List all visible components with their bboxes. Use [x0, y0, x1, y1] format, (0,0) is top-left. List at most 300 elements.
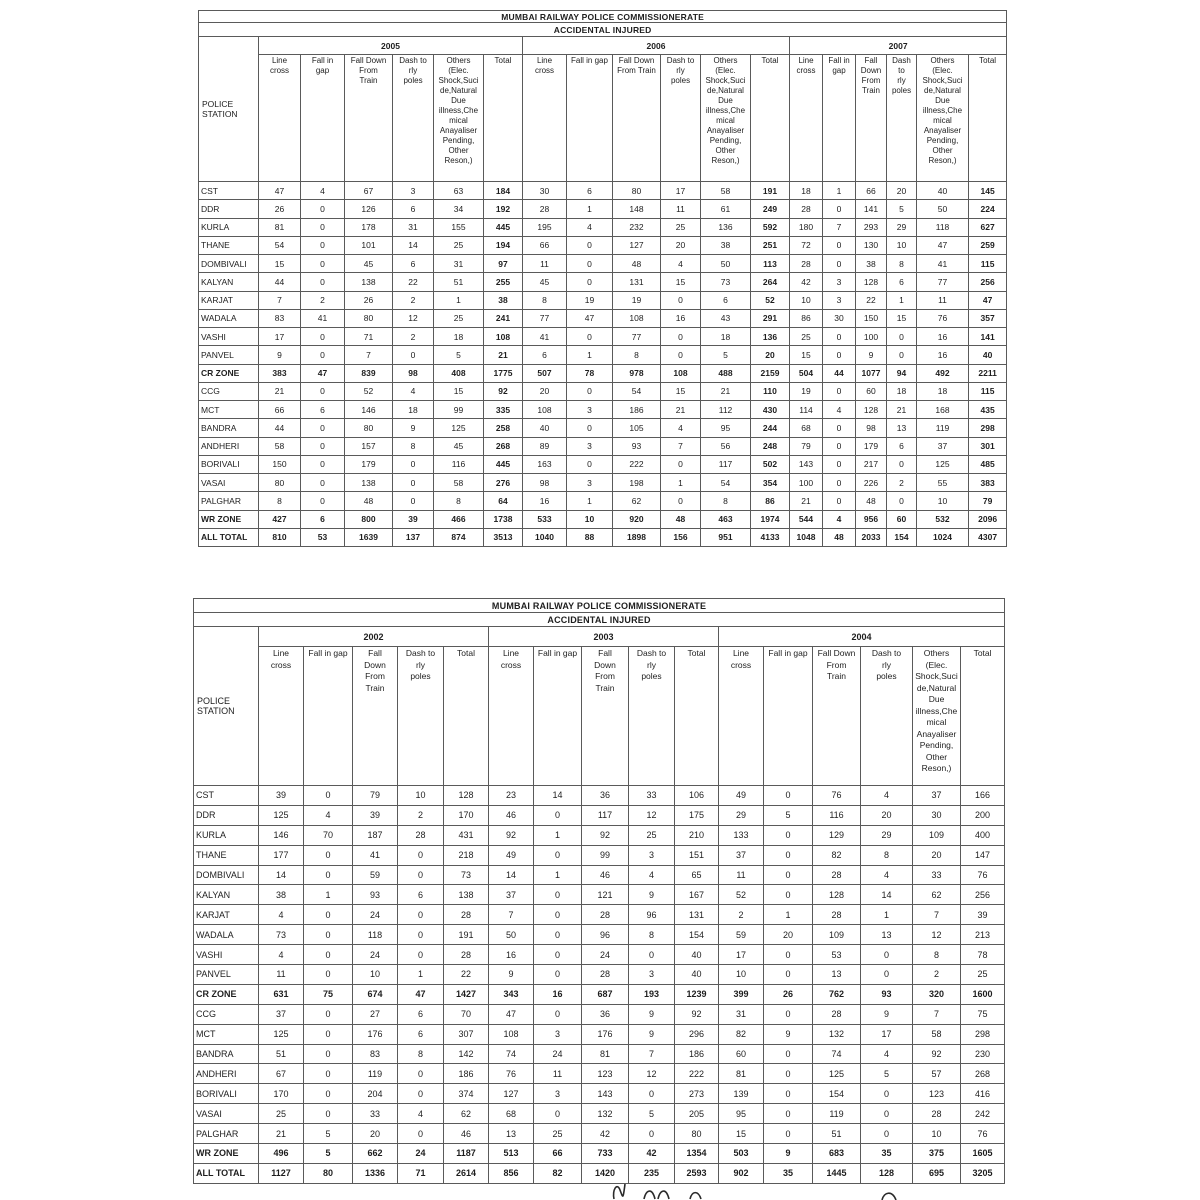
value-cell: 25 [790, 328, 823, 346]
value-cell: 28 [813, 1004, 861, 1024]
value-cell: 0 [304, 1064, 353, 1084]
value-cell: 1420 [582, 1163, 629, 1183]
value-cell: 186 [613, 401, 661, 419]
value-cell: 0 [764, 945, 813, 965]
value-cell: 1040 [523, 528, 567, 546]
value-cell: 41 [523, 328, 567, 346]
value-cell: 51 [259, 1044, 304, 1064]
police-station-cell: VASAI [194, 1104, 259, 1124]
value-cell: 683 [813, 1144, 861, 1164]
value-cell: 146 [259, 825, 304, 845]
value-cell: 67 [259, 1064, 304, 1084]
value-cell: 4 [398, 1104, 444, 1124]
value-cell: 106 [675, 786, 719, 806]
value-cell: 0 [301, 200, 345, 218]
value-cell: 3 [567, 474, 613, 492]
value-cell: 213 [961, 925, 1005, 945]
table-row [199, 510, 1007, 528]
value-cell: 72 [790, 236, 823, 254]
value-cell: 92 [484, 382, 523, 400]
value-cell: 68 [489, 1104, 534, 1124]
value-cell: 96 [629, 905, 675, 925]
value-cell: 11 [661, 200, 701, 218]
value-cell: 51 [813, 1124, 861, 1144]
value-cell: 13 [489, 1124, 534, 1144]
table-row [199, 382, 1007, 400]
value-cell: 485 [969, 455, 1007, 473]
value-cell: 4 [861, 786, 913, 806]
value-cell: 30 [913, 805, 961, 825]
value-cell: 408 [434, 364, 484, 382]
value-cell: 235 [629, 1163, 675, 1183]
value-cell: 39 [353, 805, 398, 825]
value-cell: 131 [675, 905, 719, 925]
column-header: Fall Down From Train [582, 647, 629, 786]
value-cell: 24 [398, 1144, 444, 1164]
value-cell: 151 [675, 845, 719, 865]
value-cell: 50 [917, 200, 969, 218]
column-header: Line cross [489, 647, 534, 786]
table-row [194, 905, 1005, 925]
value-cell: 1 [661, 474, 701, 492]
value-cell: 2096 [969, 510, 1007, 528]
police-station-cell: ANDHERI [194, 1064, 259, 1084]
value-cell: 16 [917, 346, 969, 364]
value-cell: 920 [613, 510, 661, 528]
value-cell: 76 [813, 786, 861, 806]
value-cell: 108 [613, 309, 661, 327]
value-cell: 0 [301, 328, 345, 346]
police-station-cell: VASHI [199, 328, 259, 346]
value-cell: 0 [661, 291, 701, 309]
year-header-row [199, 37, 1007, 55]
value-cell: 435 [969, 401, 1007, 419]
value-cell: 301 [969, 437, 1007, 455]
value-cell: 0 [567, 419, 613, 437]
table-row [199, 218, 1007, 236]
value-cell: 126 [345, 200, 393, 218]
value-cell: 0 [861, 1084, 913, 1104]
value-cell: 25 [629, 825, 675, 845]
value-cell: 115 [969, 382, 1007, 400]
table-row [194, 865, 1005, 885]
value-cell: 16 [523, 492, 567, 510]
value-cell: 1336 [353, 1163, 398, 1183]
value-cell: 17 [861, 1024, 913, 1044]
value-cell: 3 [534, 1024, 582, 1044]
value-cell: 81 [719, 1064, 764, 1084]
pen-stroke [690, 1193, 701, 1199]
value-cell: 175 [675, 805, 719, 825]
value-cell: 78 [961, 945, 1005, 965]
value-cell: 100 [856, 328, 887, 346]
value-cell: 58 [701, 182, 751, 200]
value-cell: 8 [629, 925, 675, 945]
value-cell: 20 [887, 182, 917, 200]
value-cell: 507 [523, 364, 567, 382]
value-cell: 1605 [961, 1144, 1005, 1164]
value-cell: 93 [613, 437, 661, 455]
value-cell: 9 [629, 885, 675, 905]
value-cell: 45 [434, 437, 484, 455]
value-cell: 3 [823, 291, 856, 309]
value-cell: 0 [823, 382, 856, 400]
value-cell: 132 [582, 1104, 629, 1124]
value-cell: 2 [887, 474, 917, 492]
value-cell: 1 [861, 905, 913, 925]
value-cell: 6 [393, 200, 434, 218]
value-cell: 1639 [345, 528, 393, 546]
value-cell: 21 [484, 346, 523, 364]
value-cell: 25 [961, 965, 1005, 985]
title-row [199, 11, 1007, 23]
value-cell: 179 [856, 437, 887, 455]
value-cell: 71 [345, 328, 393, 346]
value-cell: 47 [259, 182, 301, 200]
value-cell: 125 [434, 419, 484, 437]
value-cell: 1 [398, 965, 444, 985]
value-cell: 23 [489, 786, 534, 806]
value-cell: 96 [582, 925, 629, 945]
value-cell: 0 [304, 965, 353, 985]
value-cell: 141 [856, 200, 887, 218]
value-cell: 17 [661, 182, 701, 200]
value-cell: 108 [661, 364, 701, 382]
value-cell: 0 [304, 945, 353, 965]
value-cell: 180 [790, 218, 823, 236]
year-header: 2002 [259, 627, 489, 647]
table-title: MUMBAI RAILWAY POLICE COMMISSIONERATE [194, 599, 1005, 613]
value-cell: 121 [582, 885, 629, 905]
value-cell: 25 [259, 1104, 304, 1124]
value-cell: 95 [701, 419, 751, 437]
value-cell: 15 [661, 382, 701, 400]
value-cell: 839 [345, 364, 393, 382]
value-cell: 10 [567, 510, 613, 528]
value-cell: 59 [353, 865, 398, 885]
value-cell: 33 [353, 1104, 398, 1124]
value-cell: 39 [259, 786, 304, 806]
value-cell: 77 [613, 328, 661, 346]
value-cell: 0 [764, 786, 813, 806]
value-cell: 64 [484, 492, 523, 510]
value-cell: 157 [345, 437, 393, 455]
value-cell: 116 [434, 455, 484, 473]
value-cell: 83 [259, 309, 301, 327]
value-cell: 0 [861, 1124, 913, 1144]
value-cell: 178 [345, 218, 393, 236]
value-cell: 98 [393, 364, 434, 382]
value-cell: 19 [567, 291, 613, 309]
police-station-cell: WR ZONE [199, 510, 259, 528]
value-cell: 109 [813, 925, 861, 945]
value-cell: 25 [434, 236, 484, 254]
table-row [194, 1124, 1005, 1144]
column-header: Dash to rly poles [887, 55, 917, 182]
value-cell: 30 [823, 309, 856, 327]
value-cell: 10 [790, 291, 823, 309]
value-cell: 40 [523, 419, 567, 437]
police-station-cell: CST [199, 182, 259, 200]
value-cell: 132 [813, 1024, 861, 1044]
value-cell: 33 [629, 786, 675, 806]
police-station-cell: KARJAT [194, 905, 259, 925]
value-cell: 73 [701, 273, 751, 291]
value-cell: 130 [856, 236, 887, 254]
value-cell: 20 [861, 805, 913, 825]
value-cell: 4 [567, 218, 613, 236]
value-cell: 4 [301, 182, 345, 200]
column-header: Others (Elec. Shock,Suci de,Natural Due illness,Che mical Anayaliser Pending, Other Reson,) [434, 55, 484, 182]
value-cell: 21 [790, 492, 823, 510]
column-header: Fall in gap [301, 55, 345, 182]
value-cell: 14 [489, 865, 534, 885]
value-cell: 6 [398, 1004, 444, 1024]
value-cell: 38 [484, 291, 523, 309]
value-cell: 375 [913, 1144, 961, 1164]
police-station-cell: WADALA [194, 925, 259, 945]
value-cell: 695 [913, 1163, 961, 1183]
value-cell: 10 [913, 1124, 961, 1144]
value-cell: 10 [719, 965, 764, 985]
value-cell: 11 [523, 255, 567, 273]
value-cell: 156 [661, 528, 701, 546]
value-cell: 4 [661, 419, 701, 437]
value-cell: 0 [567, 328, 613, 346]
value-cell: 76 [961, 1124, 1005, 1144]
value-cell: 0 [823, 328, 856, 346]
value-cell: 52 [719, 885, 764, 905]
value-cell: 503 [719, 1144, 764, 1164]
value-cell: 63 [434, 182, 484, 200]
value-cell: 29 [861, 825, 913, 845]
value-cell: 40 [675, 965, 719, 985]
value-cell: 1 [764, 905, 813, 925]
value-cell: 210 [675, 825, 719, 845]
value-cell: 6 [398, 1024, 444, 1044]
column-header: Fall Down From Train [345, 55, 393, 182]
value-cell: 268 [961, 1064, 1005, 1084]
value-cell: 10 [398, 786, 444, 806]
value-cell: 80 [613, 182, 661, 200]
value-cell: 128 [861, 1163, 913, 1183]
value-cell: 226 [856, 474, 887, 492]
value-cell: 0 [567, 382, 613, 400]
value-cell: 9 [856, 346, 887, 364]
table-body [194, 786, 1005, 1184]
value-cell: 9 [861, 1004, 913, 1024]
police-station-cell: DDR [194, 805, 259, 825]
value-cell: 204 [353, 1084, 398, 1104]
value-cell: 3 [629, 965, 675, 985]
value-cell: 29 [887, 218, 917, 236]
column-header-row [199, 55, 1007, 182]
value-cell: 54 [613, 382, 661, 400]
value-cell: 7 [629, 1044, 675, 1064]
value-cell: 28 [813, 905, 861, 925]
value-cell: 1024 [917, 528, 969, 546]
value-cell: 0 [887, 492, 917, 510]
value-cell: 1738 [484, 510, 523, 528]
value-cell: 57 [913, 1064, 961, 1084]
police-station-cell: VASHI [194, 945, 259, 965]
value-cell: 193 [629, 984, 675, 1004]
value-cell: 307 [444, 1024, 489, 1044]
value-cell: 232 [613, 218, 661, 236]
table-row [199, 346, 1007, 364]
value-cell: 136 [701, 218, 751, 236]
value-cell: 50 [701, 255, 751, 273]
value-cell: 54 [701, 474, 751, 492]
value-cell: 22 [444, 965, 489, 985]
value-cell: 255 [484, 273, 523, 291]
value-cell: 15 [661, 273, 701, 291]
value-cell: 0 [534, 945, 582, 965]
value-cell: 41 [917, 255, 969, 273]
value-cell: 125 [259, 805, 304, 825]
value-cell: 99 [582, 845, 629, 865]
value-cell: 44 [823, 364, 856, 382]
column-header: Total [444, 647, 489, 786]
value-cell: 28 [444, 905, 489, 925]
value-cell: 0 [304, 786, 353, 806]
value-cell: 24 [353, 905, 398, 925]
value-cell: 4 [629, 865, 675, 885]
value-cell: 902 [719, 1163, 764, 1183]
value-cell: 46 [444, 1124, 489, 1144]
value-cell: 127 [613, 236, 661, 254]
value-cell: 198 [613, 474, 661, 492]
value-cell: 0 [764, 845, 813, 865]
table-row [199, 474, 1007, 492]
value-cell: 258 [484, 419, 523, 437]
value-cell: 0 [764, 1044, 813, 1064]
value-cell: 50 [489, 925, 534, 945]
value-cell: 242 [961, 1104, 1005, 1124]
table-row [199, 419, 1007, 437]
value-cell: 113 [751, 255, 790, 273]
column-header: Fall Down From Train [613, 55, 661, 182]
value-cell: 36 [582, 1004, 629, 1024]
value-cell: 4 [823, 401, 856, 419]
value-cell: 40 [675, 945, 719, 965]
value-cell: 42 [790, 273, 823, 291]
police-station-cell: KALYAN [199, 273, 259, 291]
value-cell: 125 [917, 455, 969, 473]
value-cell: 47 [567, 309, 613, 327]
value-cell: 1 [534, 825, 582, 845]
value-cell: 110 [751, 382, 790, 400]
value-cell: 874 [434, 528, 484, 546]
value-cell: 241 [484, 309, 523, 327]
police-station-cell: CCG [194, 1004, 259, 1024]
value-cell: 0 [393, 492, 434, 510]
table-body [199, 182, 1007, 547]
value-cell: 7 [913, 1004, 961, 1024]
value-cell: 154 [675, 925, 719, 945]
value-cell: 92 [675, 1004, 719, 1024]
value-cell: 16 [489, 945, 534, 965]
value-cell: 5 [304, 1144, 353, 1164]
value-cell: 28 [444, 945, 489, 965]
value-cell: 28 [582, 965, 629, 985]
value-cell: 177 [259, 845, 304, 865]
value-cell: 95 [719, 1104, 764, 1124]
value-cell: 184 [484, 182, 523, 200]
value-cell: 24 [534, 1044, 582, 1064]
value-cell: 66 [259, 401, 301, 419]
value-cell: 60 [856, 382, 887, 400]
value-cell: 28 [913, 1104, 961, 1124]
value-cell: 0 [534, 905, 582, 925]
value-cell: 4 [393, 382, 434, 400]
value-cell: 56 [701, 437, 751, 455]
year-header: 2004 [719, 627, 1005, 647]
table-row [199, 401, 1007, 419]
table-row [199, 200, 1007, 218]
value-cell: 100 [790, 474, 823, 492]
column-header: Fall in gap [304, 647, 353, 786]
police-station-cell: KALYAN [194, 885, 259, 905]
value-cell: 7 [259, 291, 301, 309]
value-cell: 147 [961, 845, 1005, 865]
value-cell: 42 [629, 1144, 675, 1164]
value-cell: 15 [719, 1124, 764, 1144]
value-cell: 0 [534, 1004, 582, 1024]
column-header: Total [961, 647, 1005, 786]
value-cell: 48 [345, 492, 393, 510]
value-cell: 128 [444, 786, 489, 806]
value-cell: 296 [675, 1024, 719, 1044]
value-cell: 35 [764, 1163, 813, 1183]
column-header: Dash to rly poles [398, 647, 444, 786]
column-header: Dash to rly poles [629, 647, 675, 786]
value-cell: 0 [823, 474, 856, 492]
value-cell: 445 [484, 218, 523, 236]
table-row [194, 1004, 1005, 1024]
value-cell: 47 [917, 236, 969, 254]
value-cell: 488 [701, 364, 751, 382]
police-station-cell: BORIVALI [194, 1084, 259, 1104]
value-cell: 0 [304, 1084, 353, 1104]
value-cell: 5 [887, 200, 917, 218]
value-cell: 268 [484, 437, 523, 455]
value-cell: 116 [813, 805, 861, 825]
table-row [194, 825, 1005, 845]
year-header-row [194, 627, 1005, 647]
value-cell: 978 [613, 364, 661, 382]
value-cell: 86 [790, 309, 823, 327]
value-cell: 0 [764, 1064, 813, 1084]
value-cell: 80 [345, 419, 393, 437]
value-cell: 0 [567, 236, 613, 254]
value-cell: 187 [353, 825, 398, 845]
value-cell: 0 [398, 925, 444, 945]
table-row [194, 1024, 1005, 1044]
value-cell: 60 [719, 1044, 764, 1064]
value-cell: 6 [398, 885, 444, 905]
value-cell: 416 [961, 1084, 1005, 1104]
table-row [199, 528, 1007, 546]
value-cell: 399 [719, 984, 764, 1004]
value-cell: 108 [484, 328, 523, 346]
value-cell: 0 [567, 455, 613, 473]
value-cell: 0 [301, 273, 345, 291]
value-cell: 21 [259, 382, 301, 400]
value-cell: 37 [259, 1004, 304, 1024]
value-cell: 47 [969, 291, 1007, 309]
value-cell: 0 [764, 965, 813, 985]
